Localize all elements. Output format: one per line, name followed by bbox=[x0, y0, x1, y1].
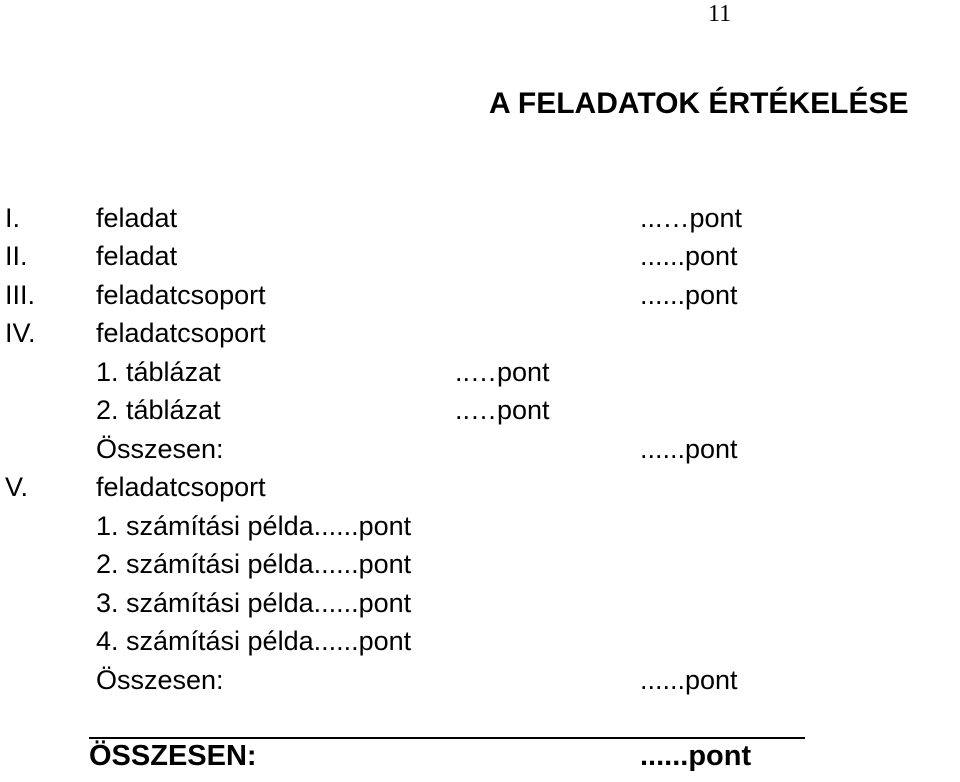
row-label: 2. számítási példa......pont bbox=[96, 549, 412, 579]
row-score: ......pont bbox=[640, 241, 738, 271]
row-subscore: ..…pont bbox=[455, 357, 550, 387]
row-label: Összesen: bbox=[96, 434, 224, 464]
page-title: A FELADATOK ÉRTÉKELÉSE bbox=[489, 87, 909, 120]
row-label: 1. számítási példa......pont bbox=[96, 511, 412, 541]
row-label: 1. táblázat bbox=[96, 357, 221, 387]
page-number: 11 bbox=[708, 1, 732, 27]
row-number: V. bbox=[5, 472, 29, 502]
grand-total-score: ......pont bbox=[640, 740, 752, 772]
row-score: ...…pont bbox=[640, 203, 743, 233]
row-number: I. bbox=[5, 203, 21, 233]
row-number: II. bbox=[5, 241, 28, 271]
row-label: feladat bbox=[96, 241, 178, 271]
row-label: 3. számítási példa......pont bbox=[96, 588, 412, 618]
row-label: Összesen: bbox=[96, 665, 224, 695]
row-number: IV. bbox=[5, 318, 36, 348]
row-label: feladat bbox=[96, 203, 178, 233]
row-subscore: ..…pont bbox=[455, 395, 550, 425]
grand-total-label: ÖSSZESEN: bbox=[89, 740, 257, 772]
row-label: feladatcsoport bbox=[96, 318, 266, 348]
row-score: ......pont bbox=[640, 434, 738, 464]
row-score: ......pont bbox=[640, 280, 738, 310]
divider bbox=[89, 737, 805, 739]
row-label: 2. táblázat bbox=[96, 395, 221, 425]
row-score: ......pont bbox=[640, 665, 738, 695]
row-label: 4. számítási példa......pont bbox=[96, 626, 412, 656]
row-label: feladatcsoport bbox=[96, 472, 266, 502]
row-label: feladatcsoport bbox=[96, 280, 266, 310]
row-number: III. bbox=[5, 280, 36, 310]
